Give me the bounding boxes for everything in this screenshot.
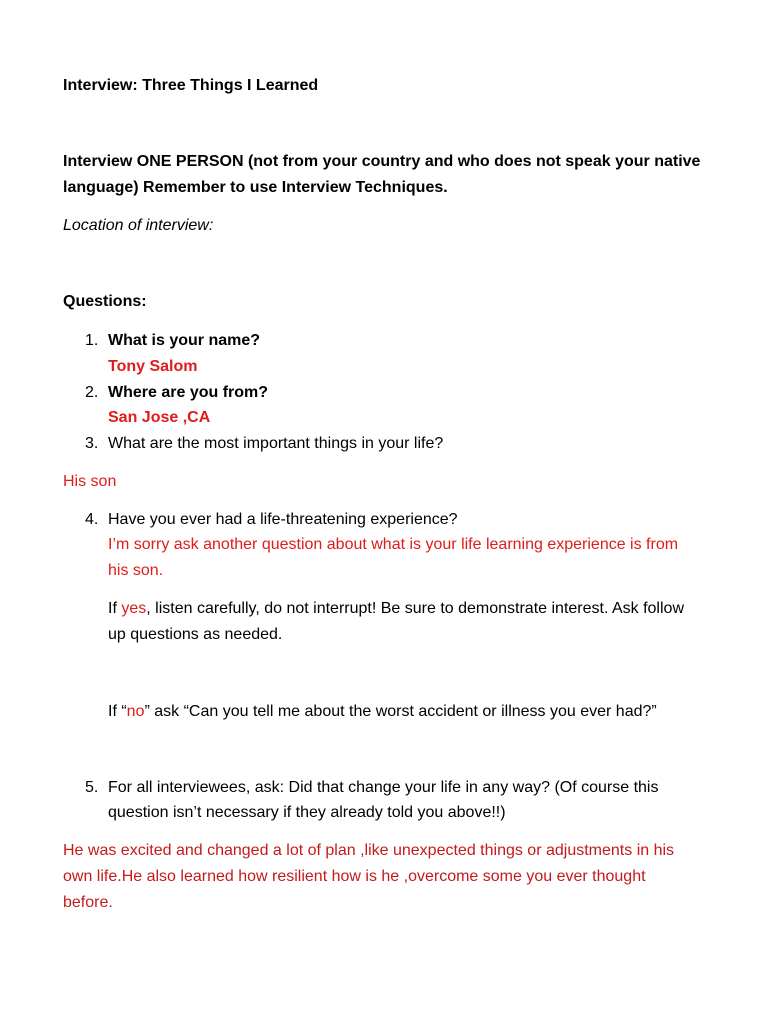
if-no-line <box>108 702 657 722</box>
answer-2: San Jose ,CA <box>108 409 211 426</box>
question-number-1: 1. <box>85 332 99 349</box>
answer-1: Tony Salom <box>108 358 198 375</box>
answer-3: His son <box>63 473 117 490</box>
if-no-prefix: If “ <box>108 703 127 720</box>
question-4: Have you ever had a life-threatening experience? <box>108 511 458 528</box>
document-title: Interview: Three Things I Learned <box>63 77 319 94</box>
no-word: no <box>126 703 145 720</box>
if-no-rest: ” ask “Can you tell me about the worst accident or illness you ever had?” <box>144 703 657 720</box>
answer-5-line-1: He was excited and changed a lot of plan ,like unexpected things or adjustments in his <box>63 842 675 859</box>
instruction-line-1: Interview ONE PERSON (not from your country and who does not speak your native <box>63 153 701 170</box>
question-number-2: 2. <box>85 384 99 401</box>
question-number-5: 5. <box>85 779 99 796</box>
instruction-line-2: language) Remember to use Interview Techniques. <box>63 179 448 196</box>
if-yes-rest: , listen carefully, do not interrupt! Be sure to demonstrate interest. Ask follow <box>146 600 684 617</box>
question-1: What is your name? <box>108 332 261 349</box>
question-3: What are the most important things in your life? <box>108 435 444 452</box>
answer-4-line-1: I’m sorry ask another question about what is your life learning experience is from <box>108 536 679 553</box>
question-number-3: 3. <box>85 435 99 452</box>
question-5-line-2: question isn’t necessary if they already told you above!!) <box>108 804 506 821</box>
answer-5-line-3: before. <box>63 894 113 911</box>
question-5-line-1: For all interviewees, ask: Did that change your life in any way? (Of course this <box>108 779 659 796</box>
question-2: Where are you from? <box>108 384 269 401</box>
location-label: Location of interview: <box>63 217 214 234</box>
if-yes-line-2: up questions as needed. <box>108 626 283 643</box>
if-yes-line-1 <box>108 599 684 619</box>
yes-word: yes <box>121 600 147 617</box>
answer-4-line-2: his son. <box>108 562 164 579</box>
if-yes-prefix: If <box>108 600 122 617</box>
question-number-4: 4. <box>85 511 99 528</box>
answer-5-line-2: own life.He also learned how resilient how is he ,overcome some you ever thought <box>63 868 646 885</box>
questions-heading: Questions: <box>63 293 147 310</box>
